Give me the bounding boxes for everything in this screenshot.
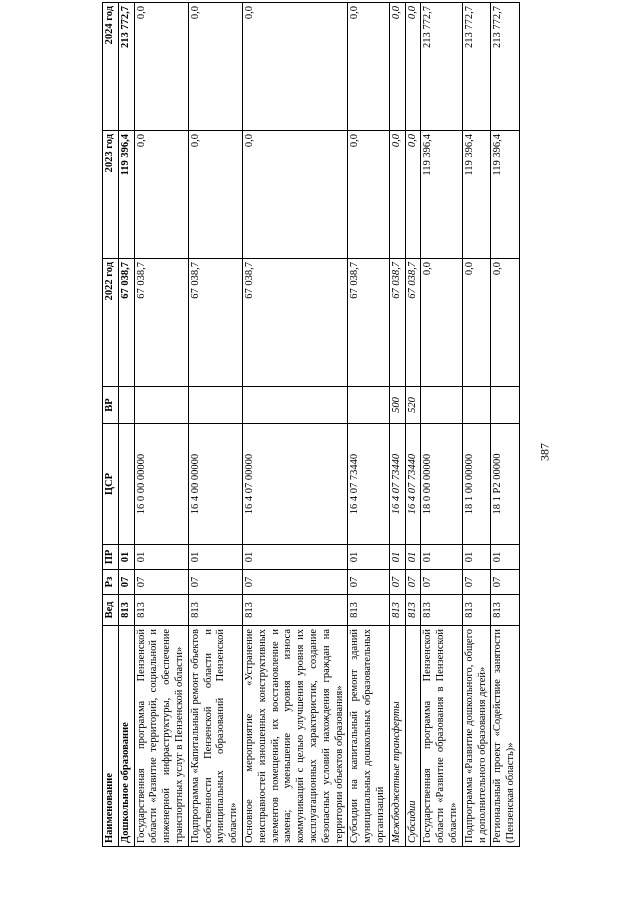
cell-2022: 67 038,7 bbox=[188, 259, 242, 387]
header-rz: Рз bbox=[103, 570, 119, 595]
cell-vr bbox=[118, 387, 134, 424]
cell-pr: 01 bbox=[188, 545, 242, 570]
cell-csr: 16 4 07 00000 bbox=[242, 424, 347, 545]
cell-name: Региональный проект «Содействие занятости (Пензенская область)» bbox=[491, 626, 520, 847]
cell-ved: 813 bbox=[242, 595, 347, 626]
cell-rz: 07 bbox=[389, 570, 405, 595]
cell-csr: 18 0 00 00000 bbox=[421, 424, 462, 545]
cell-2023: 0,0 bbox=[348, 131, 389, 259]
cell-2022: 67 038,7 bbox=[405, 259, 421, 387]
table-row bbox=[405, 3, 421, 847]
cell-2024: 0,0 bbox=[134, 3, 188, 131]
cell-vr bbox=[348, 387, 389, 424]
cell-name: Субсидии на капитальный ремонт зданий муниципальных дошкольных образовательных организаций bbox=[348, 626, 389, 847]
cell-2023: 119 396,4 bbox=[421, 131, 462, 259]
rotated-table-inner bbox=[102, 6, 517, 847]
cell-ved: 813 bbox=[491, 595, 520, 626]
cell-ved: 813 bbox=[421, 595, 462, 626]
rotated-table-region bbox=[102, 6, 517, 847]
cell-2022: 67 038,7 bbox=[348, 259, 389, 387]
cell-pr: 01 bbox=[242, 545, 347, 570]
cell-2024: 0,0 bbox=[348, 3, 389, 131]
cell-2022: 67 038,7 bbox=[389, 259, 405, 387]
cell-vr: 500 bbox=[389, 387, 405, 424]
cell-csr: 16 0 00 00000 bbox=[134, 424, 188, 545]
table-row bbox=[348, 3, 389, 847]
cell-name: Подпрограмма «Капитальный ремонт объектов собственности Пензенской области и муниципальных образований Пензенской области» bbox=[188, 626, 242, 847]
page-number: 387 bbox=[537, 443, 552, 461]
table-row bbox=[421, 3, 462, 847]
cell-2024: 213 772,7 bbox=[421, 3, 462, 131]
cell-name: Государственная программа Пензенской области «Развитие образования в Пензенской области» bbox=[421, 626, 462, 847]
cell-rz: 07 bbox=[491, 570, 520, 595]
cell-ved: 813 bbox=[348, 595, 389, 626]
cell-2023: 0,0 bbox=[242, 131, 347, 259]
cell-rz: 07 bbox=[242, 570, 347, 595]
cell-2023: 0,0 bbox=[405, 131, 421, 259]
budget-table bbox=[102, 2, 520, 847]
cell-2022: 0,0 bbox=[491, 259, 520, 387]
cell-ved: 813 bbox=[462, 595, 491, 626]
cell-vr bbox=[242, 387, 347, 424]
cell-2022: 0,0 bbox=[421, 259, 462, 387]
cell-csr: 16 4 07 73440 bbox=[348, 424, 389, 545]
cell-name: Подпрограмма «Развитие дошкольного, общего и дополнительного образования детей» bbox=[462, 626, 491, 847]
cell-name: Субсидии bbox=[405, 626, 421, 847]
table-row bbox=[118, 3, 134, 847]
header-ved: Вед bbox=[103, 595, 119, 626]
table-row bbox=[188, 3, 242, 847]
cell-ved: 813 bbox=[118, 595, 134, 626]
table-row bbox=[462, 3, 491, 847]
cell-ved: 813 bbox=[405, 595, 421, 626]
cell-2022: 67 038,7 bbox=[242, 259, 347, 387]
cell-2024: 0,0 bbox=[188, 3, 242, 131]
cell-2023: 119 396,4 bbox=[462, 131, 491, 259]
cell-rz: 07 bbox=[405, 570, 421, 595]
cell-pr: 01 bbox=[491, 545, 520, 570]
cell-2023: 119 396,4 bbox=[491, 131, 520, 259]
cell-csr: 16 4 00 00000 bbox=[188, 424, 242, 545]
cell-vr bbox=[134, 387, 188, 424]
cell-csr: 16 4 07 73440 bbox=[405, 424, 421, 545]
header-csr: ЦСР bbox=[103, 424, 119, 545]
cell-rz: 07 bbox=[188, 570, 242, 595]
cell-name: Основное мероприятие «Устранение неисправностей изношенных конструктивных элементов помещений, их восстановление и замена; уменьшение уровня износа коммуникаций с целью улучшения уровня их эксплуатационных характеристик, создание безопасных условий нахождения граждан на территории объектов образования» bbox=[242, 626, 347, 847]
cell-vr bbox=[188, 387, 242, 424]
cell-ved: 813 bbox=[389, 595, 405, 626]
cell-rz: 07 bbox=[348, 570, 389, 595]
cell-2023: 0,0 bbox=[188, 131, 242, 259]
cell-rz: 07 bbox=[134, 570, 188, 595]
cell-2024: 0,0 bbox=[405, 3, 421, 131]
cell-csr: 16 4 07 73440 bbox=[389, 424, 405, 545]
cell-rz: 07 bbox=[118, 570, 134, 595]
cell-2022: 67 038,7 bbox=[134, 259, 188, 387]
header-pr: ПР bbox=[103, 545, 119, 570]
cell-2023: 0,0 bbox=[134, 131, 188, 259]
table-row bbox=[389, 3, 405, 847]
cell-2022: 0,0 bbox=[462, 259, 491, 387]
header-2022: 2022 год bbox=[103, 259, 119, 387]
cell-vr bbox=[462, 387, 491, 424]
cell-pr: 01 bbox=[405, 545, 421, 570]
cell-csr bbox=[118, 424, 134, 545]
cell-2024: 213 772,7 bbox=[462, 3, 491, 131]
cell-vr: 520 bbox=[405, 387, 421, 424]
cell-pr: 01 bbox=[134, 545, 188, 570]
cell-pr: 01 bbox=[118, 545, 134, 570]
cell-vr bbox=[491, 387, 520, 424]
cell-2023: 0,0 bbox=[389, 131, 405, 259]
cell-2024: 213 772,7 bbox=[118, 3, 134, 131]
cell-2024: 0,0 bbox=[389, 3, 405, 131]
header-name: Наименование bbox=[103, 626, 119, 847]
cell-2023: 119 396,4 bbox=[118, 131, 134, 259]
cell-name: Дошкольное образование bbox=[118, 626, 134, 847]
cell-ved: 813 bbox=[188, 595, 242, 626]
cell-2024: 0,0 bbox=[242, 3, 347, 131]
table-row bbox=[134, 3, 188, 847]
cell-name: Межбюджетные трансферты bbox=[389, 626, 405, 847]
cell-pr: 01 bbox=[348, 545, 389, 570]
cell-ved: 813 bbox=[134, 595, 188, 626]
cell-csr: 18 1 P2 00000 bbox=[491, 424, 520, 545]
cell-2022: 67 038,7 bbox=[118, 259, 134, 387]
cell-csr: 18 1 00 00000 bbox=[462, 424, 491, 545]
cell-rz: 07 bbox=[462, 570, 491, 595]
cell-pr: 01 bbox=[462, 545, 491, 570]
header-2024: 2024 год bbox=[103, 3, 119, 131]
cell-pr: 01 bbox=[421, 545, 462, 570]
cell-2024: 213 772,7 bbox=[491, 3, 520, 131]
cell-rz: 07 bbox=[421, 570, 462, 595]
header-vr: ВР bbox=[103, 387, 119, 424]
cell-pr: 01 bbox=[389, 545, 405, 570]
table-row bbox=[491, 3, 520, 847]
table-header-row bbox=[103, 3, 119, 847]
cell-name: Государственная программа Пензенской области «Развитие территорий, социальной и инженерной инфраструктуры, обеспечение транспортных услуг в Пензенской области» bbox=[134, 626, 188, 847]
cell-vr bbox=[421, 387, 462, 424]
table-row bbox=[242, 3, 347, 847]
header-2023: 2023 год bbox=[103, 131, 119, 259]
